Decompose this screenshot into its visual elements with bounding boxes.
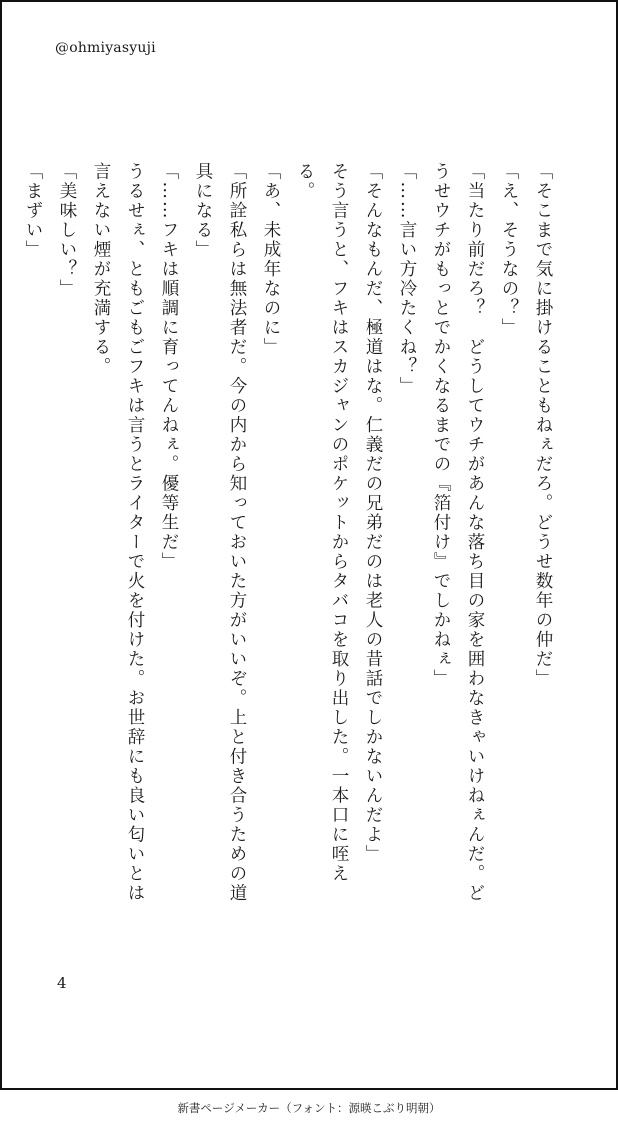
vertical-body-text [16, 162, 560, 922]
author-handle: @ohmiyasyuji [55, 40, 156, 56]
text-line: 「……フキは順調に育ってんねぇ。優等生だ」 [159, 162, 179, 572]
text-line: 「美味しい？」 [57, 162, 77, 299]
text-line: 「え、そうなの？」 [499, 162, 519, 338]
text-line: 「……言い方冷たくね？」 [397, 162, 417, 396]
generator-caption: 新書ページメーカー（フォント：源暎こぶり明朝） [177, 1101, 441, 1115]
text-line: 「そこまで気に掛けることもねぇだろ。どうせ数年の仲だ」 [533, 162, 553, 689]
text-line: 「あ、未成年なのに」 [261, 162, 281, 357]
text-line: うるせぇ、ともごもごフキは言うとライターで火を付けた。お世辞にも良い匂いとは言えない煙が充満する。 [91, 162, 145, 903]
text-line: 「所詮私らは無法者だ。今の内から知っておいた方がいいぞ。上と付き合うための道具になる」 [193, 162, 247, 903]
text-line: 「当たり前だろ？ どうしてウチがあんな落ち目の家を囲わなきゃいけねぇんだ。どうせウチがもっとでかくなるまでの『箔付け』でしかねぇ」 [431, 162, 485, 903]
page-number: 4 [57, 974, 67, 992]
text-line: 「そんなもんだ、極道はな。仁義だの兄弟だのは老人の昔話でしかないんだよ」 [363, 162, 383, 864]
text-line: そう言うと、フキはスカジャンのポケットからタバコを取り出した。一本口に咥える。 [295, 162, 349, 884]
text-line: 「まずい」 [23, 162, 43, 260]
